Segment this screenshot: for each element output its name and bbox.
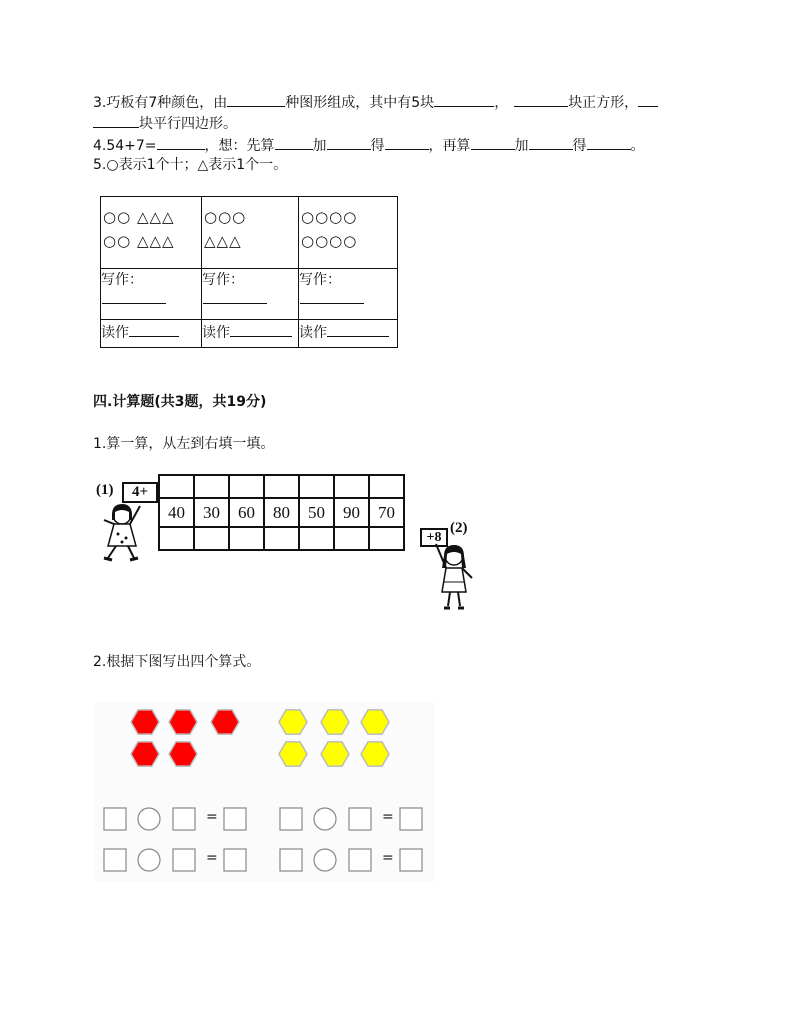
- number-cell: 80: [264, 498, 299, 527]
- answer-blank[interactable]: [227, 92, 285, 107]
- answer-blank[interactable]: [587, 135, 631, 150]
- yellow-hexagon: [279, 742, 307, 766]
- shape-cell: ○○○ △△△: [202, 197, 299, 269]
- number-cell: 70: [369, 498, 404, 527]
- number-cell: 40: [159, 498, 194, 527]
- write-cell[interactable]: 写作：: [299, 269, 398, 319]
- answer-blank[interactable]: [102, 303, 166, 304]
- yellow-hexagon: [321, 710, 349, 734]
- answer-blank[interactable]: [157, 135, 205, 150]
- answer-cell-bottom[interactable]: [369, 527, 404, 550]
- answer-blank[interactable]: [529, 135, 573, 150]
- number-box[interactable]: [104, 808, 126, 830]
- result-box[interactable]: [400, 808, 422, 830]
- answer-cell-top[interactable]: [264, 475, 299, 498]
- number-box[interactable]: [104, 849, 126, 871]
- number-box[interactable]: [349, 849, 371, 871]
- shape-cell: ○○○○ ○○○○: [299, 197, 398, 269]
- answer-blank[interactable]: [434, 92, 494, 107]
- yellow-hexagon: [361, 742, 389, 766]
- read-cell[interactable]: 读作: [202, 319, 299, 347]
- calc-1-text: 1.算一算，从左到右填一填。: [93, 436, 275, 452]
- read-cell[interactable]: 读作: [101, 319, 202, 347]
- answer-blank[interactable]: [514, 92, 568, 107]
- equals-sign: =: [382, 809, 394, 825]
- operator-circle[interactable]: [314, 849, 336, 871]
- answer-cell-bottom[interactable]: [299, 527, 334, 550]
- section-title: 四.计算题(共3题，共19分): [93, 394, 267, 410]
- part-2-label: (2): [450, 520, 468, 536]
- count-table: [100, 196, 398, 348]
- write-cell[interactable]: 写作：: [101, 269, 202, 319]
- yellow-hexagon: [279, 710, 307, 734]
- equals-sign: =: [206, 850, 218, 866]
- answer-blank[interactable]: [300, 303, 364, 304]
- answer-cell-top[interactable]: [299, 475, 334, 498]
- add-4-sign: 4+: [122, 482, 158, 503]
- red-hexagon: [131, 710, 159, 734]
- equation-rows: [103, 806, 433, 876]
- number-box[interactable]: [173, 808, 195, 830]
- answer-cell-top[interactable]: [369, 475, 404, 498]
- answer-blank[interactable]: [471, 135, 515, 150]
- answer-blank[interactable]: [385, 135, 429, 150]
- number-cell: 60: [229, 498, 264, 527]
- number-grid: [158, 474, 405, 551]
- answer-blank[interactable]: [93, 113, 139, 128]
- add-8-sign: +8: [420, 528, 448, 547]
- result-box[interactable]: [224, 808, 246, 830]
- answer-cell-top[interactable]: [194, 475, 229, 498]
- answer-cell-bottom[interactable]: [194, 527, 229, 550]
- read-cell[interactable]: 读作: [299, 319, 398, 347]
- result-box[interactable]: [400, 849, 422, 871]
- part-1-label: (1): [96, 482, 114, 498]
- number-cell: 50: [299, 498, 334, 527]
- question-5-text: 5.○表示1个十；△表示1个一。: [93, 157, 288, 173]
- answer-cell-bottom[interactable]: [264, 527, 299, 550]
- equals-sign: =: [382, 850, 394, 866]
- yellow-hexagon: [361, 710, 389, 734]
- result-box[interactable]: [224, 849, 246, 871]
- answer-cell-top[interactable]: [334, 475, 369, 498]
- write-cell[interactable]: 写作：: [202, 269, 299, 319]
- operator-circle[interactable]: [138, 849, 160, 871]
- red-hexagon: [169, 742, 197, 766]
- calc-2-text: 2.根据下图写出四个算式。: [93, 654, 261, 670]
- operator-circle[interactable]: [138, 808, 160, 830]
- number-cell: 90: [334, 498, 369, 527]
- number-box[interactable]: [280, 849, 302, 871]
- answer-blank[interactable]: [129, 322, 179, 337]
- number-cell: 30: [194, 498, 229, 527]
- number-box[interactable]: [173, 849, 195, 871]
- yellow-hexagon: [321, 742, 349, 766]
- girl-left-icon: [98, 498, 146, 564]
- question-4: 4.54+7= ，想：先算 加 得 ，再算 加 得 。: [93, 135, 645, 156]
- equals-sign: =: [206, 809, 218, 825]
- answer-blank[interactable]: [327, 322, 389, 337]
- answer-cell-top[interactable]: [229, 475, 264, 498]
- question-3-line-1: 3.巧板有7种颜色，由 种图形组成，其中有5块 ， 块正方形，: [93, 92, 658, 113]
- answer-cell-top[interactable]: [159, 475, 194, 498]
- answer-blank[interactable]: [638, 92, 658, 107]
- girl-right-icon: [430, 538, 478, 612]
- red-hexagon: [131, 742, 159, 766]
- answer-blank[interactable]: [327, 135, 371, 150]
- answer-cell-bottom[interactable]: [159, 527, 194, 550]
- answer-cell-bottom[interactable]: [229, 527, 264, 550]
- answer-cell-bottom[interactable]: [334, 527, 369, 550]
- shape-cell: ○○ △△△ ○○ △△△: [101, 197, 202, 269]
- number-box[interactable]: [280, 808, 302, 830]
- question-3-line-2: 块平行四边形。: [93, 113, 237, 134]
- red-hexagon: [169, 710, 197, 734]
- answer-blank[interactable]: [203, 303, 267, 304]
- number-box[interactable]: [349, 808, 371, 830]
- operator-circle[interactable]: [314, 808, 336, 830]
- red-hexagon: [211, 710, 239, 734]
- answer-blank[interactable]: [230, 322, 292, 337]
- answer-blank[interactable]: [275, 135, 313, 150]
